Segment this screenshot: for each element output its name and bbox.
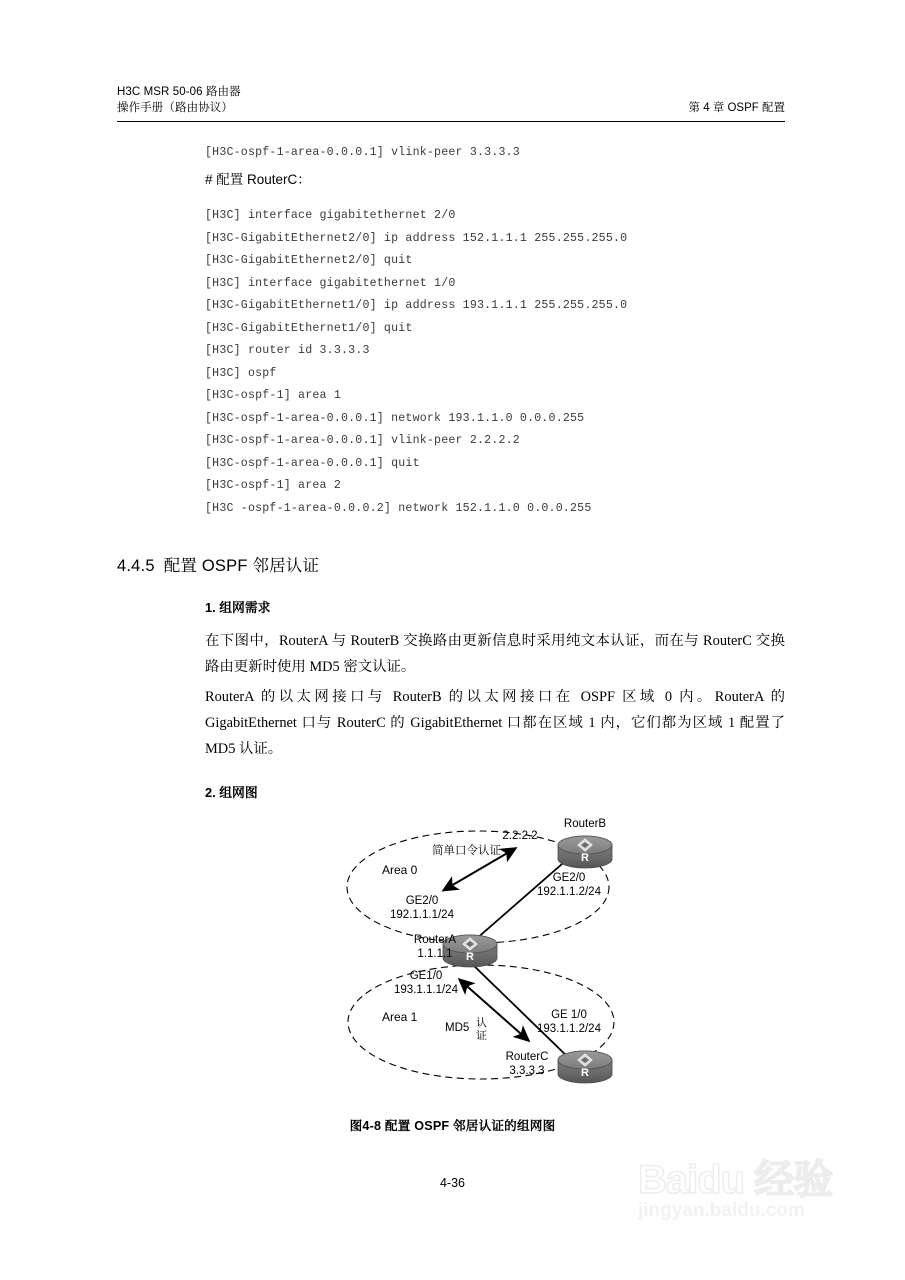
figure-caption: 图4-8 配置 OSPF 邻居认证的组网图	[349, 1119, 556, 1133]
header-divider-rule	[117, 121, 785, 122]
header-document-title	[117, 84, 241, 116]
label-auth-md5-cn-2: 证	[476, 1030, 487, 1042]
label-routerC: RouterC	[505, 1051, 549, 1063]
cli-line: [H3C-ospf-1-area-0.0.0.1] vlink-peer 3.3.3.3	[205, 146, 520, 159]
watermark-brand: Baidu 经验	[638, 1158, 833, 1202]
cli-line: [H3C] interface gigabitethernet 1/0	[205, 276, 456, 290]
cli-line: [H3C -ospf-1-area-0.0.0.2] network 152.1.1.0 0.0.0.255	[205, 501, 592, 515]
section-title: 配置 OSPF 邻居认证	[163, 557, 320, 575]
cli-line: [H3C-ospf-1-area-0.0.0.1] quit	[205, 456, 420, 470]
cli-section-heading-routerc: # 配置 RouterC：	[205, 172, 311, 187]
label-routerB-id: 2.2.2.2	[502, 830, 538, 842]
cli-block-continuation	[205, 142, 805, 165]
paragraph-requirements-1: 在下图中，RouterA 与 RouterB 交换路由更新信息时采用纯文本认证，而在与 RouterC 交换路由更新时使用 MD5 密文认证。	[205, 633, 785, 675]
subheading-networking-requirements: 1. 组网需求	[205, 600, 271, 615]
baidu-watermark	[638, 1158, 888, 1238]
subheading-network-diagram: 2. 组网图	[205, 785, 258, 800]
cli-line: [H3C-GigabitEthernet1/0] ip address 193.1.1.1 255.255.255.0	[205, 299, 628, 312]
label-area0: Area 0	[382, 863, 418, 877]
cli-line: [H3C] router id 3.3.3.3	[205, 344, 370, 357]
link-routerA-routerB	[467, 857, 570, 947]
label-routerC-ge1-ip: 193.1.1.2/24	[537, 1023, 601, 1035]
svg-text:R: R	[466, 951, 474, 963]
device-routerC-icon	[558, 1051, 612, 1083]
label-routerB-ge2-ip: 192.1.1.2/24	[537, 886, 601, 898]
label-routerA-id: 1.1.1.1	[417, 948, 453, 960]
section-heading	[117, 552, 319, 576]
page-number: 4-36	[439, 1176, 466, 1190]
svg-text:R: R	[581, 852, 589, 864]
label-routerB: RouterB	[563, 818, 607, 830]
cli-line: [H3C-ospf-1-area-0.0.0.1] network 193.1.1.0 0.0.0.255	[205, 411, 585, 425]
page-header	[117, 84, 785, 116]
header-title-line2: 操作手册（路由协议）	[117, 102, 233, 114]
topology-svg	[330, 812, 640, 1107]
cli-block-routerc	[205, 205, 825, 520]
cli-line: [H3C-ospf-1] area 2	[205, 479, 341, 492]
label-area1: Area 1	[382, 1010, 418, 1024]
label-routerA-ge1-if: GE1/0	[409, 970, 443, 982]
label-routerA-ge1-ip: 193.1.1.1/24	[394, 984, 458, 996]
cli-line: [H3C-GigabitEthernet1/0] quit	[205, 321, 413, 335]
label-routerC-id: 3.3.3.3	[509, 1065, 545, 1077]
cli-line: [H3C] interface gigabitethernet 2/0	[205, 209, 456, 222]
header-chapter-title: 第 4 章 OSPF 配置	[688, 102, 785, 114]
svg-text:R: R	[581, 1067, 589, 1079]
auth-arrow-md5	[460, 980, 529, 1041]
cli-line: [H3C-GigabitEthernet2/0] quit	[205, 254, 413, 267]
label-auth-plaintext: 简单口令认证	[432, 845, 501, 857]
cli-line: [H3C-ospf-1] area 1	[205, 389, 341, 402]
label-auth-md5: MD5	[445, 1022, 470, 1034]
label-routerA-ge2-ip: 192.1.1.1/24	[390, 909, 454, 921]
label-routerC-ge1-if: GE 1/0	[551, 1009, 587, 1021]
label-routerA: RouterA	[413, 934, 457, 946]
watermark-url: jingyan.baidu.com	[638, 1200, 805, 1221]
paragraph-requirements-2: RouterA 的以太网接口与 RouterB 的以太网接口在 OSPF 区域 0 内。RouterA 的 GigabitEthernet 口与 RouterC 的 GigabitEthernet 口都在区域 1 内，它们都为区域 1 配置了 MD5 认证。	[205, 689, 785, 757]
section-number: 4.4.5	[117, 557, 155, 575]
network-topology-figure	[330, 812, 640, 1107]
device-routerB-icon	[558, 836, 612, 868]
cli-line: [H3C-GigabitEthernet2/0] ip address 152.1.1.1 255.255.255.0	[205, 231, 628, 245]
header-title-line1: H3C MSR 50-06 路由器	[117, 86, 241, 98]
label-routerB-ge2-if: GE2/0	[552, 872, 586, 884]
label-auth-md5-cn-1: 认	[476, 1017, 487, 1029]
cli-line: [H3C] ospf	[205, 366, 277, 380]
cli-line: [H3C-ospf-1-area-0.0.0.1] vlink-peer 2.2.2.2	[205, 434, 520, 447]
label-routerA-ge2-if: GE2/0	[405, 895, 439, 907]
